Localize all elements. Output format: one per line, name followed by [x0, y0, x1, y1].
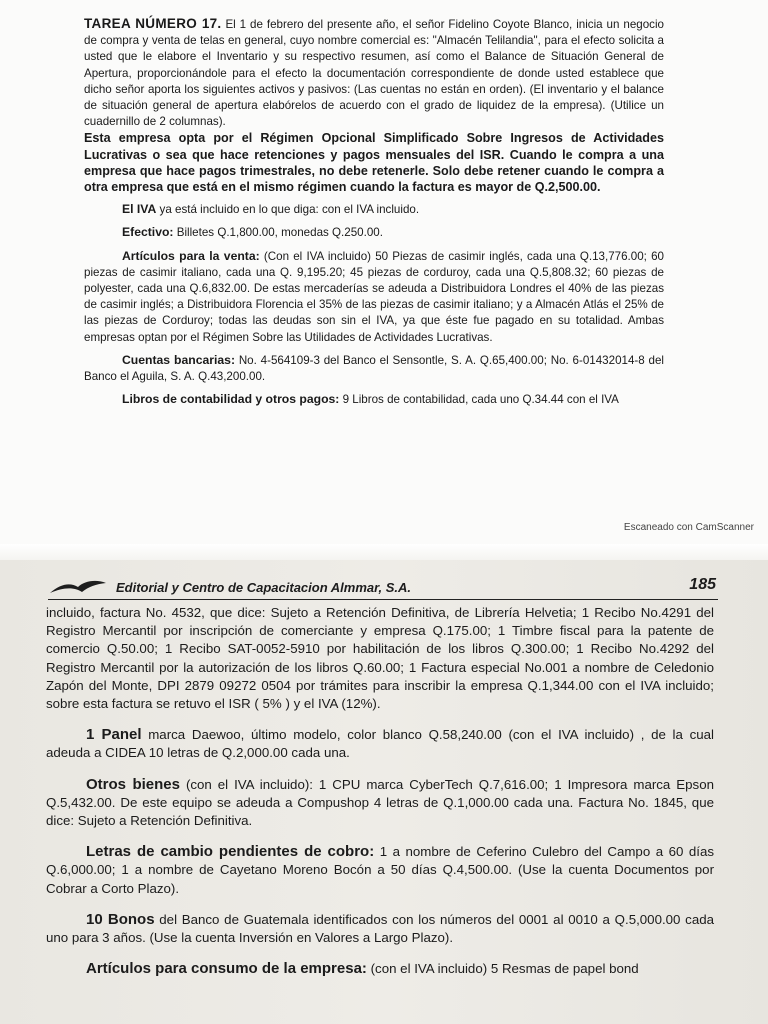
- iva-paragraph: [84, 201, 664, 218]
- efectivo-text: Billetes Q.1,800.00, monedas Q.250.00.: [176, 226, 383, 240]
- page-number: 185: [689, 576, 716, 593]
- cuentas-paragraph: [84, 352, 664, 385]
- panel-label: 1 Panel: [86, 726, 142, 744]
- articulos-label: Artículos para la venta:: [122, 248, 260, 263]
- panel-text: marca Daewoo, último modelo, color blanco Q.58,240.00 (con el IVA incluido) , de la cual adeuda a CIDEA 10 letras de Q.2,000.00 cada una.: [46, 727, 714, 761]
- otros-bienes-label: Otros bienes: [86, 775, 180, 793]
- libros-text: 9 Libros de contabilidad, cada uno Q.34.44 con el IVA: [342, 393, 619, 407]
- otros-bienes-text: (con el IVA incluido): 1 CPU marca CyberTech Q.7,616.00; 1 Impresora marca Epson Q.5,432.00. De este equipo se adeuda a Compushop 4 letras de Q.1,000.00 cada una. Factura No. 1845, que dice: Sujeto a Retención Definitiva.: [46, 776, 714, 829]
- bonos-text: del Banco de Guatemala identificados con los números del 0001 al 0010 a Q.5,000.00 cada uno para 3 años. (Use la cuenta Inversión en Valores a Largo Plazo).: [46, 911, 715, 946]
- cuentas-label: Cuentas bancarias:: [122, 352, 236, 367]
- intro-text: El 1 de febrero del presente año, el señor Fidelino Coyote Blanco, inicia un negocio de compra y venta de telas en general, cuyo nombre comercial es: "Almacén Telilandia", para el efecto solicita a usted que le elabore el Inventario y su respectivo resumen, así como el Balance de Situación General de Apertura, proporcionándole para el efecto la documentación correspondiente de donde usted establece que dicho señor aporta los siguientes activos y pasivos: (Las cuentas no están en orden). (El inventario y el balance de situación general de apertura elabórelos de acuerdo con el grado de liquidez de la empresa). (Utilice un cuadernillo de 2 columnas).: [84, 18, 664, 129]
- consumo-text: (con el IVA incluido) 5 Resmas de papel bond: [370, 961, 639, 977]
- panel-paragraph: [46, 726, 714, 762]
- letras-paragraph: [46, 843, 714, 898]
- libros-paragraph: [84, 391, 664, 408]
- task-heading: TAREA NÚMERO 17.: [84, 16, 222, 31]
- otros-bienes-paragraph: [46, 776, 714, 831]
- libros-label: Libros de contabilidad y otros pagos:: [122, 392, 340, 407]
- regimen-paragraph: Esta empresa opta por el Régimen Opcional Simplificado Sobre Ingresos de Actividades Lucrativas o sea que hace retenciones y pagos mensuales del ISR. Cuando le compra a una empresa que hace pagos trimestrales, no debe retenerle. Solo debe retener cuando le compra a otra empresa que está en el mismo régimen cuando la factura es mayor de Q.2,500.00.: [84, 131, 664, 195]
- page-top-content: [84, 16, 664, 408]
- publisher-name: Editorial y Centro de Capacitacion Almmar, S.A.: [116, 580, 411, 595]
- publisher-logo-icon: [48, 578, 108, 596]
- efectivo-paragraph: [84, 224, 664, 241]
- iva-text: ya está incluido en lo que diga: con el IVA incluido.: [159, 203, 420, 217]
- iva-label: El IVA: [122, 202, 157, 217]
- intro-paragraph: [84, 16, 664, 130]
- bonos-paragraph: [46, 911, 714, 947]
- letras-label: Letras de cambio pendientes de cobro:: [86, 843, 375, 861]
- efectivo-label: Efectivo:: [122, 225, 174, 240]
- consumo-label: Artículos para consumo de la empresa:: [86, 960, 367, 978]
- articulos-paragraph: [84, 248, 664, 346]
- camscanner-watermark: Escaneado con CamScanner: [623, 522, 754, 533]
- scanned-page-bottom: [0, 560, 768, 1024]
- cuentas-text: No. 4-564109-3 del Banco el Sensontle, S. A. Q.65,400.00; No. 6-01432014-8 del Banco el Aguila, S. A. Q.43,200.00.: [84, 353, 664, 384]
- bonos-label: 10 Bonos: [86, 910, 155, 928]
- page-header: [48, 574, 718, 600]
- continuation-paragraph: incluido, factura No. 4532, que dice: Sujeto a Retención Definitiva, de Librería Helvetia; 1 Recibo No.4291 del Registro Mercantil por inscripción de comerciante y empresa Q.175.00; 1 Timbre fiscal para la patente de comercio Q.50.00; 1 Recibo SAT-0052-5910 por habilitación de los libros Q.300.00; 1 Recibo No.4292 del Registro Mercantil por la autorización de los libros Q.60.00; 1 Factura especial No.001 a nombre de Celedonio Zapón del Monte, DPI 2879 09272 0504 por trámites para inscribir la empresa Q.1,344.00 con el IVA incluido; sobre esta factura se retuvo el ISR ( 5% ) y el IVA (12%).: [46, 605, 714, 712]
- letras-text: 1 a nombre de Ceferino Culebro del Campo a 60 días Q.6,000.00; 1 a nombre de Cayetano Moreno Bocón a 50 días Q.4,500.00. (Use la cuenta Documentos por Cobrar a Corto Plazo).: [46, 844, 714, 896]
- articulos-text: (Con el IVA incluido) 50 Piezas de casimir inglés, cada una Q.13,776.00; 60 piezas de casimir italiano, cada una Q. 9,195.20; 45 piezas de corduroy, cada una Q.5,808.32; 60 piezas de polyester, cada una Q.6,832.00. De estas mercaderías se adeuda a Distribuidora Londres el 40% de las piezas de casimir inglés; a Distribuidora Florencia el 35% de las piezas de casimir italiano; y a Almacén Atlás el 25% de las piezas de Corduroy; todas las deudas son sin el IVA, ya que éste fue pagado en su totalidad. Ambas empresas optan por el Régimen Sobre las Utilidades de Actividades Lucrativas.: [84, 249, 664, 344]
- consumo-paragraph: [46, 960, 714, 978]
- page-bottom-content: [46, 604, 714, 978]
